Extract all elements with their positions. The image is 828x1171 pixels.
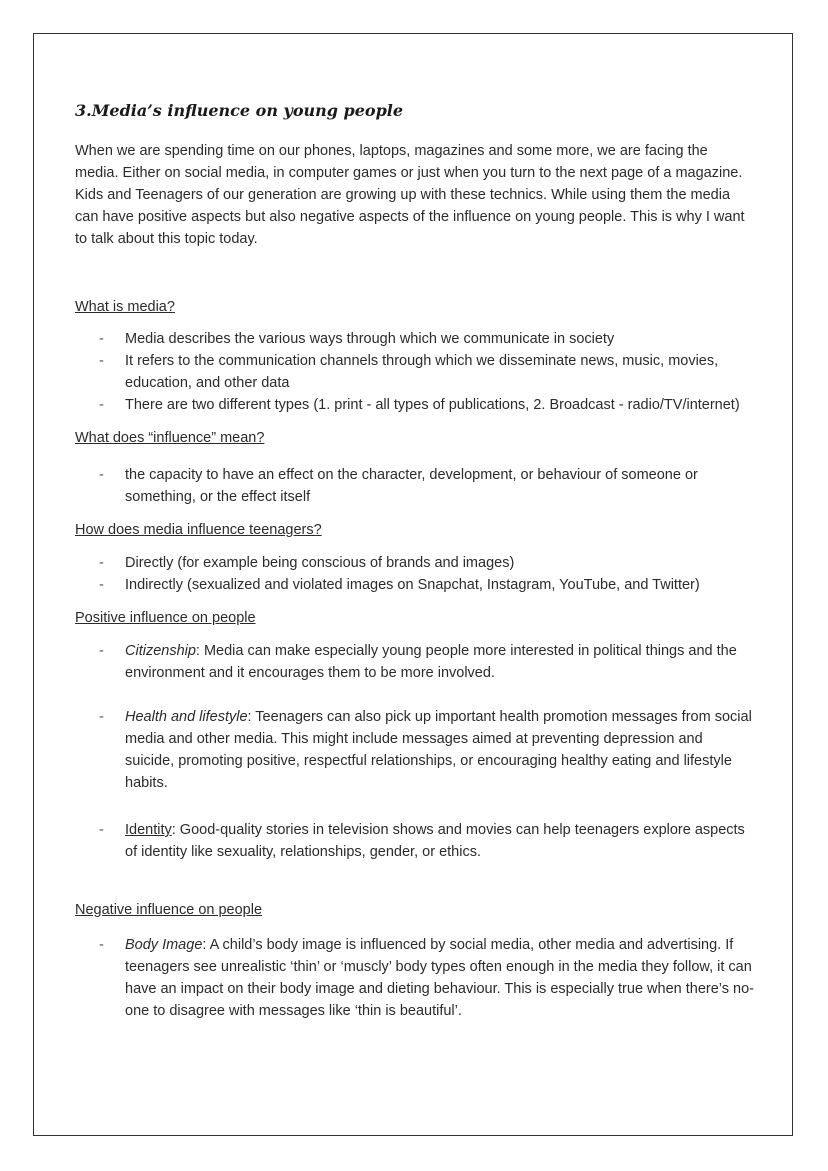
document-body [75, 100, 755, 1022]
document-title: 3.Media’s influence on young people [75, 101, 404, 120]
heading-what-is-media: What is media? [75, 299, 175, 315]
list-what-is-media [75, 328, 755, 416]
list-item: - Indirectly (sexualized and violated images on Snapchat, Instagram, YouTube, and Twitter) [99, 577, 700, 593]
heading-influence-meaning: What does “influence” mean? [75, 430, 265, 446]
heading-positive-influence: Positive influence on people [75, 610, 256, 626]
list-negative-influence [75, 934, 755, 1022]
term-citizenship: Citizenship [125, 643, 196, 659]
list-item: - Identity: Good-quality stories in television shows and movies can help teenagers explore aspects of identity like sexuality, relationships, gender, or ethics. [99, 822, 745, 860]
term-health-lifestyle: Health and lifestyle [125, 709, 248, 725]
list-item: - It refers to the communication channels through which we disseminate news, music, movies, education, and other data [99, 353, 719, 391]
list-influence-meaning [75, 464, 755, 508]
list-how-media-influences [75, 552, 755, 596]
list-item: - There are two different types (1. print - all types of publications, 2. Broadcast - radio/TV/internet) [99, 397, 740, 413]
list-item: - Media describes the various ways through which we communicate in society [99, 331, 615, 347]
list-item: - Body Image: A child’s body image is influenced by social media, other media and advertising. If teenagers see unrealistic ‘thin’ or ‘muscly’ body types often enough in the media they follow, it can have an impact on their body image and dieting behaviour. This is especially true when there’s no-one to disagree with messages like ‘thin is beautiful’. [99, 937, 754, 1019]
term-body-image: Body Image [125, 937, 203, 953]
term-identity: Identity [125, 822, 172, 838]
list-item: - the capacity to have an effect on the character, development, or behaviour of someone or something, or the effect itself [99, 467, 698, 505]
heading-negative-influence: Negative influence on people [75, 902, 263, 918]
list-positive-influence [75, 640, 755, 863]
intro-paragraph: When we are spending time on our phones, laptops, magazines and some more, we are facing the media. Either on social media, in computer games or just when you turn to the next page of a magazine. Kids and Teenagers of our generation are growing up with these technics. While using them the media can have positive aspects but also negative aspects of the influence on young people. This is why I want to talk about this topic today. [75, 143, 745, 247]
list-item: - Citizenship: Media can make especially young people more interested in political things and the environment and it encourages them to be more involved. [99, 643, 737, 681]
list-item: - Directly (for example being conscious of brands and images) [99, 555, 515, 571]
heading-how-media-influences: How does media influence teenagers? [75, 522, 322, 538]
list-item: - Health and lifestyle: Teenagers can also pick up important health promotion messages from social media and other media. This might include messages aimed at preventing depression and suicide, promoting positive, respectful relationships, or encouraging healthy eating and lifestyle habits. [99, 709, 752, 791]
